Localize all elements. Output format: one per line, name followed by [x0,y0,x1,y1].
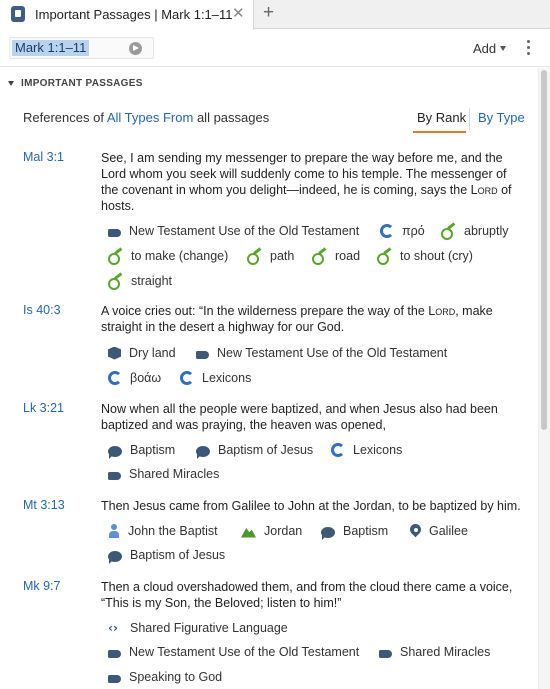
topic-tag[interactable] [108,644,359,660]
all-types-link[interactable]: All Types [106,110,160,125]
divider [469,108,470,130]
filter-suffix: all passages [196,110,270,125]
passage-text [101,303,526,335]
sense-icon [108,251,123,263]
passage-text-part: Now when all the people were baptized, and when Jesus also had been baptized and was praying, the heaven was opened, [101,402,498,432]
code-brackets-icon: ‹› [108,621,118,635]
passage-text-part: Then Jesus came from Galilee to John at the Jordan, to be baptized by him. [101,499,521,513]
passage-text [101,150,526,214]
map-pin-icon [410,524,421,538]
sense-icon [312,251,327,263]
tag-label: Baptism [343,524,389,538]
add-button[interactable]: Add [473,41,497,56]
tag-label: Baptism [130,443,176,457]
label-icon [196,351,209,359]
topic-tag[interactable] [108,669,222,685]
tag-label: Galilee [429,524,468,538]
tag-label: New Testament Use of the Old Testament [217,346,448,360]
topic-tag[interactable] [312,248,360,264]
tag-label: πρό [402,224,425,238]
topic-tag[interactable] [108,547,225,563]
passage-text-part: of hosts. [101,183,512,213]
topic-tag[interactable] [108,345,176,361]
tag-label: Shared Miracles [400,645,491,659]
topic-tag[interactable] [108,523,218,539]
topic-tag[interactable] [196,345,447,361]
lexicon-icon [380,224,394,238]
tab-important-passages[interactable] [0,0,254,30]
label-icon [108,229,121,237]
active-tab-indicator [413,131,466,133]
go-arrow-icon[interactable] [129,42,142,55]
section-title: IMPORTANT PASSAGES [21,78,143,89]
lexicon-icon [180,371,194,385]
tag-label: New Testament Use of the Old Testament [129,645,360,659]
divine-name: Lord [470,183,498,197]
document-icon [11,6,25,22]
speech-bubble-icon [196,446,210,457]
tag-label: βοάω [130,371,162,385]
tag-label: Dry land [129,346,176,360]
speech-bubble-icon [108,551,122,562]
cube-icon [108,347,121,360]
from-link[interactable]: From [162,110,194,125]
passage-text [101,498,526,514]
tag-label: John the Baptist [128,524,218,538]
topic-tag[interactable] [377,248,473,264]
topic-tag[interactable] [331,442,402,458]
divine-name: Lord [428,304,456,318]
passage-reference-link[interactable]: Lk 3:21 [23,401,65,415]
tag-label: to make (change) [131,249,229,263]
tag-label: Lexicons [202,371,252,385]
topic-tag[interactable] [108,248,228,264]
label-icon [108,675,121,683]
passage-reference-link[interactable]: Mt 3:13 [23,498,65,512]
lexicon-icon [331,443,345,457]
topic-tag[interactable] [380,223,425,239]
sense-icon [108,276,123,288]
tag-label: Jordan [264,524,303,538]
passage-text-part: Then a cloud overshadowed them, and from the cloud there came a voice, “This is my Son, the Beloved; listen to him!” [101,580,513,610]
topic-tag[interactable] [247,248,294,264]
passage-text [101,401,526,433]
sense-icon [441,226,456,238]
topic-tag[interactable] [196,442,313,458]
topic-tag[interactable] [108,442,175,458]
passage-reference-link[interactable]: Is 40:3 [23,303,61,317]
more-options-icon[interactable] [527,40,531,56]
label-icon [108,650,121,658]
tag-label: Speaking to God [129,670,223,684]
collapse-triangle-icon[interactable] [8,81,14,86]
scrollbar-thumb[interactable] [541,70,547,430]
label-icon [108,472,121,480]
chevron-down-icon[interactable] [500,46,506,51]
topic-tag[interactable] [321,523,388,539]
reference-value[interactable]: Mark 1:1–11 [12,40,89,56]
tag-label: abruptly [464,224,509,238]
topic-tag[interactable] [241,523,302,539]
speech-bubble-icon [321,527,335,538]
topic-tag[interactable] [410,523,468,539]
sense-icon [247,251,262,263]
passage-text-part: , make straight in the desert a highway for our God. [101,304,493,334]
sense-icon [377,251,392,263]
topic-tag[interactable] [441,223,508,239]
tag-label: New Testament Use of the Old Testament [129,224,360,238]
topic-tag[interactable] [108,223,359,239]
passage-text [101,579,526,611]
filter-description [23,110,269,125]
tag-label: straight [131,274,172,288]
tag-label: Shared Figurative Language [130,621,288,635]
passage-reference-link[interactable]: Mal 3:1 [23,150,64,164]
passage-text-part: See, I am sending my messenger to prepare the way before me, and the Lord whom you seek will suddenly come to his temple. The messenger of the covenant in whom you delight—indeed, he is coming, says the [101,151,507,197]
label-icon [379,650,392,658]
tag-label: to shout (cry) [400,249,473,263]
topic-tag[interactable] [379,644,490,660]
passage-reference-link[interactable]: Mk 9:7 [23,579,61,593]
topic-tag[interactable] [180,370,251,386]
tab-title: Important Passages | Mark 1:1–11 [35,7,233,22]
tag-label: road [335,249,361,263]
tab-by-rank[interactable]: By Rank [417,110,467,125]
filter-prefix: References of [23,110,104,125]
new-tab-icon[interactable]: + [263,2,275,23]
lexicon-icon [108,371,122,385]
mountain-icon [241,526,256,538]
close-icon[interactable]: ✕ [232,5,245,22]
tag-label: Baptism of Jesus [218,443,314,457]
tag-label: Lexicons [353,443,403,457]
topic-tag[interactable] [108,273,172,289]
tag-label: Baptism of Jesus [130,548,226,562]
person-icon [108,524,120,538]
topic-tag[interactable] [108,466,219,482]
tag-label: path [270,249,295,263]
tag-label: Shared Miracles [129,467,220,481]
topic-tag[interactable] [108,370,161,386]
topic-tag[interactable] [108,620,288,636]
passage-text-part: A voice cries out: “In the wilderness prepare the way of the [101,304,429,318]
speech-bubble-icon [108,446,122,457]
tab-by-type[interactable]: By Type [478,110,525,125]
